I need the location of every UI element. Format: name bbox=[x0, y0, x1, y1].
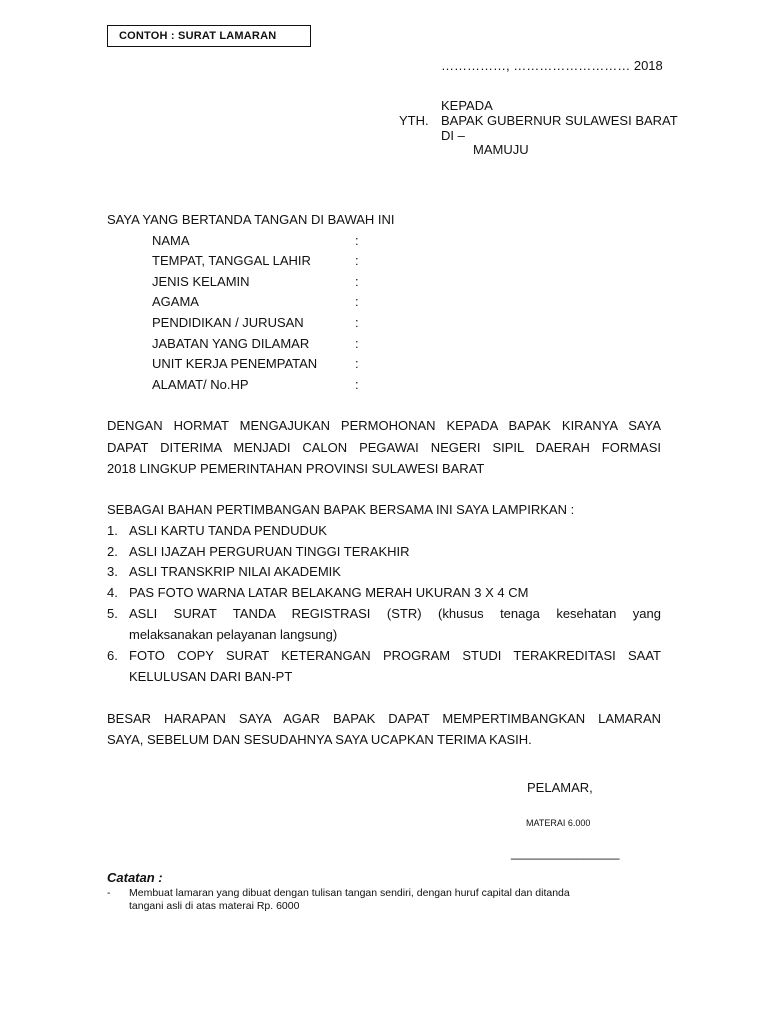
intro-text: SAYA YANG BERTANDA TANGAN DI BAWAH INI bbox=[107, 212, 395, 227]
field-colon: : bbox=[355, 336, 359, 351]
field-label-unit-kerja-penempatan: UNIT KERJA PENEMPATAN bbox=[152, 356, 318, 371]
materai-label: MATERAI 6.000 bbox=[526, 818, 591, 828]
signature-label: PELAMAR, bbox=[527, 780, 593, 795]
field-label-nama: NAMA bbox=[152, 233, 190, 248]
list-item-number: 4. bbox=[107, 585, 118, 600]
closing-line: SAYA, SEBELUM DAN SESUDAHNYA SAYA UCAPKAN TERIMA KASIH. bbox=[107, 732, 532, 747]
note-title: Catatan : bbox=[107, 870, 163, 885]
date-line: ……………, ……………………… 2018 bbox=[441, 58, 663, 73]
note-text: Membuat lamaran yang dibuat dengan tulisan tangan sendiri, dengan huruf capital dan ditanda bbox=[129, 887, 570, 899]
field-colon: : bbox=[355, 377, 359, 392]
field-colon: : bbox=[355, 274, 359, 289]
note-dash: - bbox=[107, 887, 111, 899]
request-line: DENGAN HORMAT MENGAJUKAN PERMOHONAN KEPADA BAPAK KIRANYA SAYA bbox=[107, 418, 661, 433]
list-item-text: FOTO COPY SURAT KETERANGAN PROGRAM STUDI TERAKREDITASI SAAT bbox=[129, 648, 661, 663]
field-colon: : bbox=[355, 233, 359, 248]
list-item-text: ASLI IJAZAH PERGURUAN TINGGI TERAKHIR bbox=[129, 544, 410, 559]
field-colon: : bbox=[355, 315, 359, 330]
note-text: tangani asli di atas materai Rp. 6000 bbox=[129, 900, 300, 912]
field-label-pendidikan-jurusan: PENDIDIKAN / JURUSAN bbox=[152, 315, 304, 330]
list-item-number: 6. bbox=[107, 648, 118, 663]
field-colon: : bbox=[355, 253, 359, 268]
field-label-jabatan-yang-dilamar: JABATAN YANG DILAMAR bbox=[152, 336, 310, 351]
list-item-text: ASLI SURAT TANDA REGISTRASI (STR) (khusus tenaga kesehatan yang bbox=[129, 606, 661, 621]
list-item-number: 3. bbox=[107, 564, 118, 579]
field-label-agama: AGAMA bbox=[152, 294, 199, 309]
recipient-name: BAPAK GUBERNUR SULAWESI BARAT bbox=[441, 113, 678, 128]
recipient-kepada: KEPADA bbox=[441, 98, 493, 113]
recipient-city: MAMUJU bbox=[473, 142, 529, 157]
recipient-di: DI – bbox=[441, 128, 465, 143]
list-item-number: 1. bbox=[107, 523, 118, 538]
recipient-yth: YTH. bbox=[399, 113, 429, 128]
field-label-alamat-nohp: ALAMAT/ No.HP bbox=[152, 377, 249, 392]
header-label-box: CONTOH : SURAT LAMARAN bbox=[107, 25, 311, 47]
list-item-number: 2. bbox=[107, 544, 118, 559]
field-label-tempat-tanggal-lahir: TEMPAT, TANGGAL LAHIR bbox=[152, 253, 311, 268]
closing-line: BESAR HARAPAN SAYA AGAR BAPAK DAPAT MEMPERTIMBANGKAN LAMARAN bbox=[107, 711, 661, 726]
list-item-text: ASLI KARTU TANDA PENDUDUK bbox=[129, 523, 327, 538]
request-line: DAPAT DITERIMA MENJADI CALON PEGAWAI NEGERI SIPIL DAERAH FORMASI bbox=[107, 440, 661, 455]
list-item-text: ASLI TRANSKRIP NILAI AKADEMIK bbox=[129, 564, 341, 579]
list-item-number: 5. bbox=[107, 606, 118, 621]
request-line: 2018 LINGKUP PEMERINTAHAN PROVINSI SULAWESI BARAT bbox=[107, 461, 485, 476]
list-item-text-continued: KELULUSAN DARI BAN-PT bbox=[129, 669, 293, 684]
attachments-intro: SEBAGAI BAHAN PERTIMBANGAN BAPAK BERSAMA INI SAYA LAMPIRKAN : bbox=[107, 502, 575, 517]
field-colon: : bbox=[355, 294, 359, 309]
list-item-text: PAS FOTO WARNA LATAR BELAKANG MERAH UKURAN 3 X 4 CM bbox=[129, 585, 529, 600]
signature-line: _______________ bbox=[511, 845, 620, 860]
field-colon: : bbox=[355, 356, 359, 371]
field-label-jenis-kelamin: JENIS KELAMIN bbox=[152, 274, 250, 289]
list-item-text-continued: melaksanakan pelayanan langsung) bbox=[129, 627, 338, 642]
